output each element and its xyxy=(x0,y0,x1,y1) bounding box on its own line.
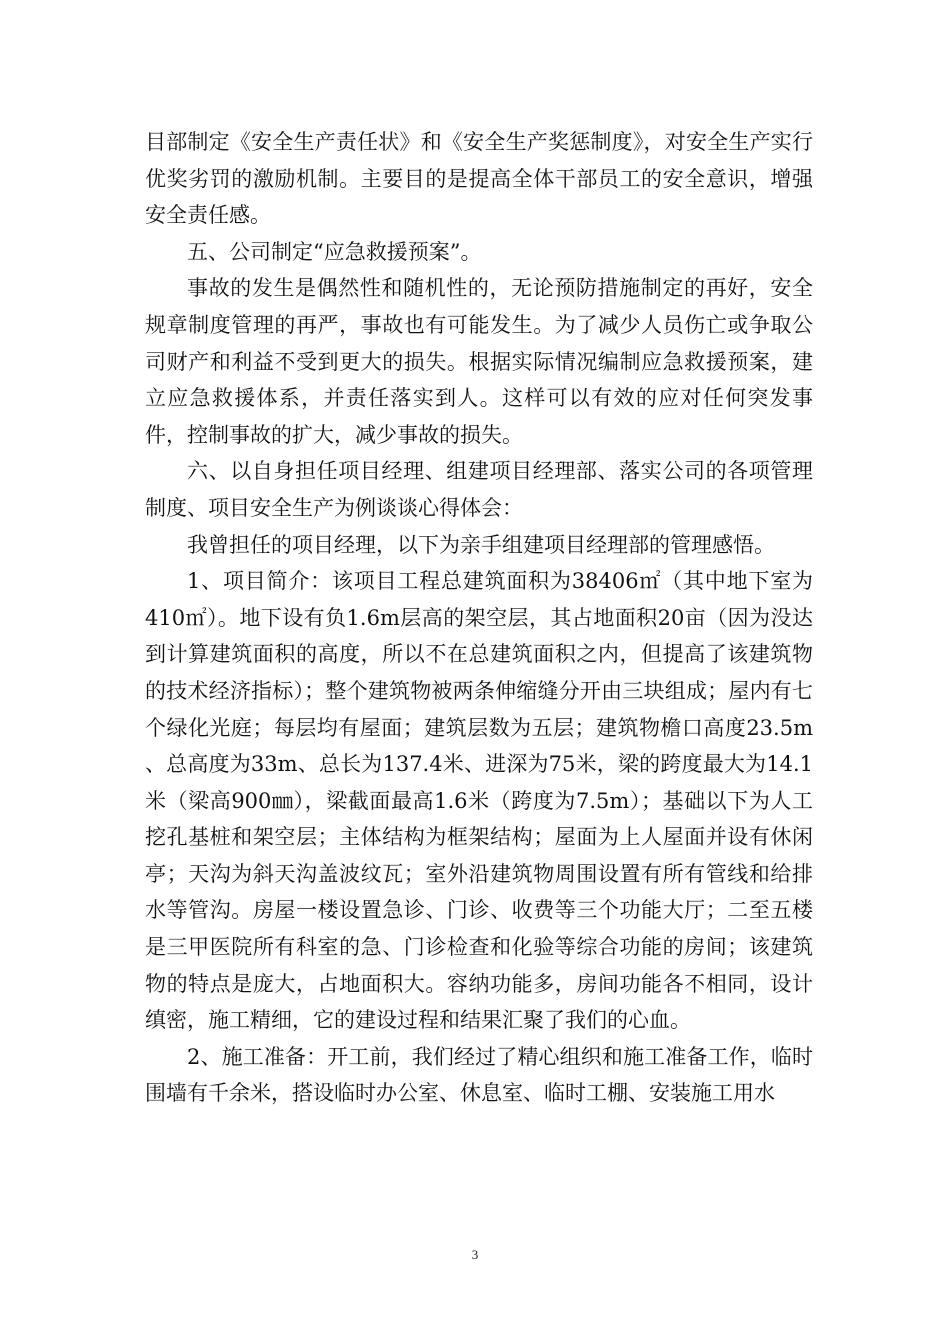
paragraph-project-overview: 1、项目简介：该项目工程总建筑面积为38406㎡（其中地下室为410㎡）。地下设有负1.6m层高的架空层，其占地面积20亩（因为没达到计算建筑面积的高度，所以不在总建筑面积之内，但提高了该建筑物的技术经济指标）；整个建筑物被两条伸缩缝分开由三块组成；屋内有七个绿化光庭；每层均有屋面；建筑层数为五层；建筑物檐口高度23.5m 、总高度为33m、总长为137.4米、进深为75米，梁的跨度最大为14.1米（梁高900㎜），梁截面最高1.6米（跨度为7.5m）；基础以下为人工挖孔基桩和架空层；主体结构为框架结构；屋面为上人屋面并设有休闲亭；天沟为斜天沟盖波纹瓦；室外沿建筑物周围设置有所有管线和给排水等管沟。房屋一楼设置急诊、门诊、收费等三个功能大厅；二至五楼是三甲医院所有科室的急、门诊检查和化验等综合功能的房间；该建筑物的特点是庞大，占地面积大。容纳功能多，房间功能各不相同，设计缜密，施工精细，它的建设过程和结果汇聚了我们的心血。 xyxy=(145,569,813,1033)
section-heading-experience: 六、以自身担任项目经理、组建项目经理部、落实公司的各项管理制度、项目安全生产为例谈谈心得体会： xyxy=(145,459,813,520)
paragraph-continuation: 目部制定《安全生产责任状》和《安全生产奖惩制度》，对安全生产实行优奖劣罚的激励机制。主要目的是提高全体干部员工的安全意识，增强安全责任感。 xyxy=(145,130,813,228)
paragraph-accident-prevention: 事故的发生是偶然性和随机性的，无论预防措施制定的再好，安全规章制度管理的再严，事故也有可能发生。为了减少人员伤亡或争取公司财产和利益不受到更大的损失。根据实际情况编制应急救援预案，建立应急救援体系，并责任落实到人。这样可以有效的应对任何突发事件，控制事故的扩大，减少事故的损失。 xyxy=(145,276,813,447)
section-heading-emergency-plan: 五、公司制定“应急救援预案”。 xyxy=(187,239,482,264)
page-number: 3 xyxy=(471,1247,479,1262)
document-body xyxy=(145,124,813,1112)
paragraph-intro: 我曾担任的项目经理，以下为亲手组建项目经理部的管理感悟。 xyxy=(187,532,775,557)
paragraph-construction-prep: 2、施工准备：开工前，我们经过了精心组织和施工准备工作，临时围墙有千余米，搭设临时办公室、休息室、临时工棚、安装施工用水 xyxy=(145,1044,813,1106)
